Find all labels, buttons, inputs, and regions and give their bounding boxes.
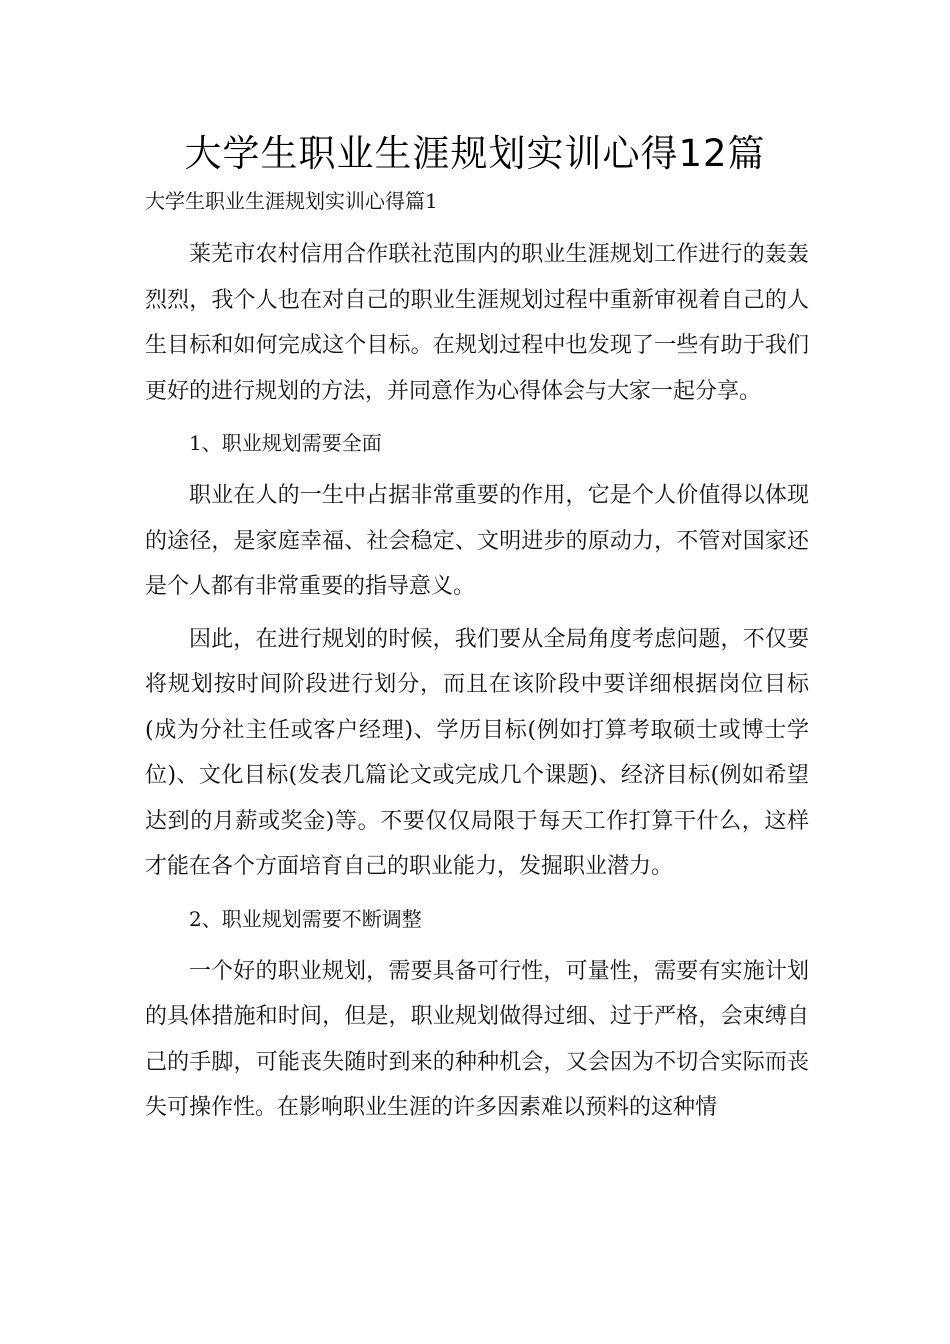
- section-heading-2: 2、职业规划需要不断调整: [189, 906, 422, 931]
- document-title: 大学生职业生涯规划实训心得12篇: [184, 132, 766, 175]
- section-subtitle: 大学生职业生涯规划实训心得篇1: [145, 189, 438, 213]
- paragraph-intro: 莱芜市农村信用合作联社范围内的职业生涯规划工作进行的轰轰烈烈，我个人也在对自己的职业生涯规划过程中重新审视着自己的人生目标和如何完成这个目标。在规划过程中也发现了一些有助于我们更好的进行规划的方法，并同意作为心得体会与大家一起分享。: [145, 242, 809, 404]
- paragraph-career-importance: 职业在人的一生中占据非常重要的作用，它是个人价值得以体现的途径，是家庭幸福、社会稳定、文明进步的原动力，不管对国家还是个人都有非常重要的指导意义。: [145, 483, 809, 599]
- section-heading-1: 1、职业规划需要全面: [189, 431, 382, 455]
- document-body: [145, 232, 809, 1131]
- paragraph-adjustment: 一个好的职业规划，需要具备可行性，可量性，需要有实施计划的具体措施和时间，但是，职业规划做得过细、过于严格，会束缚自己的手脚，可能丧失随时到来的种种机会，又会因为不切合实际而丧失可操作性。在影响职业生涯的许多因素难以预料的这种情: [145, 958, 809, 1120]
- paragraph-overall-planning: 因此，在进行规划的时候，我们要从全局角度考虑问题，不仅要将规划按时间阶段进行划分，而且在该阶段中要详细根据岗位目标(成为分社主任或客户经理)、学历目标(例如打算考取硕士或博士学位)、文化目标(发表几篇论文或完成几个课题)、经济目标(例如希望达到的月薪或奖金)等。不要仅仅局限于每天工作打算干什么，这样才能在各个方面培育自己的职业能力，发掘职业潜力。: [145, 626, 809, 879]
